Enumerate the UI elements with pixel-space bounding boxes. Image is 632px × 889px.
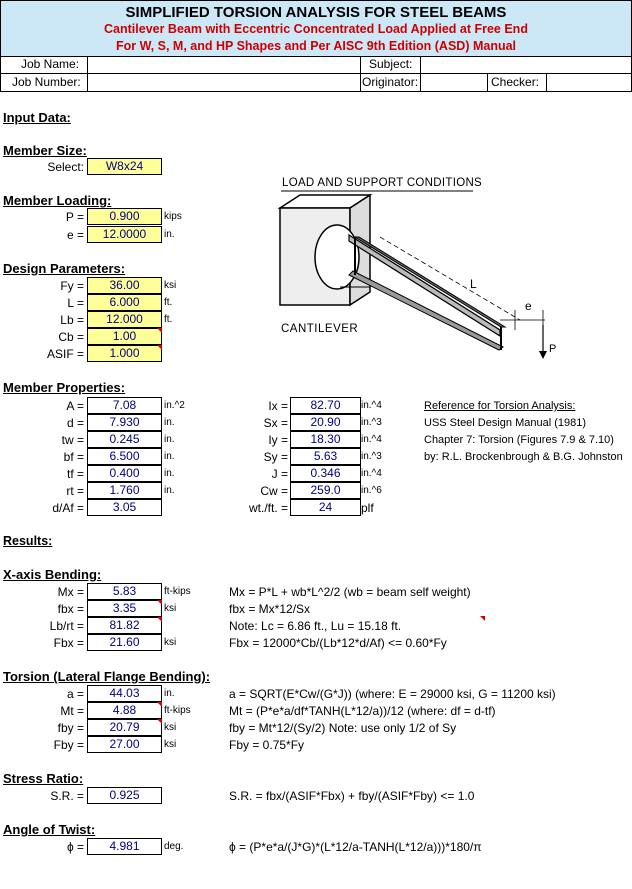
prop-j-unit: in.^4	[361, 468, 382, 479]
mx-value: 5.83	[87, 583, 162, 600]
prop-a-unit: in.^2	[164, 400, 185, 411]
fby-label: fby =	[57, 721, 84, 735]
checker-field[interactable]	[548, 74, 628, 91]
prop-tw-label: tw =	[61, 433, 84, 447]
prop-d-af-value: 3.05	[87, 499, 162, 516]
input-data-heading: Input Data:	[3, 110, 71, 125]
figure-cantilever-label: CANTILEVER	[281, 323, 359, 335]
reference-line-1: USS Steel Design Manual (1981)	[424, 417, 587, 429]
comment-marker[interactable]	[480, 616, 485, 621]
prop-a-label: A =	[66, 399, 84, 413]
fby-unit: ksi	[164, 722, 177, 733]
fbx-label: fbx =	[57, 602, 84, 616]
fby-formula: fby = Mt*12/(Sy/2) Note: use only 1/2 of Sy	[229, 721, 457, 735]
fby-allow-unit: ksi	[164, 739, 177, 750]
prop-d-label: d =	[66, 416, 84, 430]
l-label: L =	[67, 296, 84, 310]
prop-sy-label: Sy =	[263, 450, 288, 464]
fbx-value: 3.35	[87, 600, 162, 617]
reference-line-3: by: R.L. Brockenbrough & B.G. Johnston	[424, 451, 623, 463]
cb-input[interactable]: 1.00	[87, 328, 162, 345]
prop-rt-label: rt =	[66, 484, 84, 498]
comment-marker[interactable]	[157, 328, 162, 333]
fby-allow-label: Fby =	[53, 738, 84, 752]
figure-title: LOAD AND SUPPORT CONDITIONS	[282, 177, 483, 189]
prop-d-af-label: d/Af =	[52, 501, 84, 515]
fbx-unit: ksi	[164, 603, 177, 614]
reference-title: Reference for Torsion Analysis:	[424, 400, 576, 412]
prop-tf-label: tf =	[66, 467, 84, 481]
originator-field[interactable]	[422, 74, 486, 91]
p-unit: kips	[164, 211, 182, 222]
prop-sx-label: Sx =	[263, 416, 288, 430]
prop-d-unit: in.	[164, 417, 175, 428]
member-size-heading: Member Size:	[3, 143, 87, 158]
fbx-allow-label: Fbx =	[53, 636, 84, 650]
prop-ix-label: Ix =	[268, 399, 288, 413]
lb-rt-value: 81.82	[87, 617, 162, 634]
fby-value: 20.79	[87, 719, 162, 736]
header-banner	[0, 0, 632, 57]
job-name-field[interactable]	[89, 56, 359, 73]
prop-sy-value: 5.63	[290, 448, 361, 465]
lb-rt-label: Lb/rt =	[49, 619, 84, 633]
torsion-heading: Torsion (Lateral Flange Bending):	[3, 669, 211, 684]
e-input[interactable]: 12.0000	[87, 226, 162, 243]
sr-value: 0.925	[87, 787, 162, 804]
asif-label: ASIF =	[46, 347, 84, 361]
originator-label: Originator:	[362, 75, 419, 89]
prop-sx-unit: in.^3	[361, 417, 382, 428]
phi-formula: ϕ = (P*e*a/(J*G)*(L*12/a-TANH(L*12/a)))*180/π	[229, 840, 482, 854]
lb-input[interactable]: 12.000	[87, 311, 162, 328]
prop-j-label: J =	[271, 467, 288, 481]
p-label: P =	[65, 210, 84, 224]
figure-e-label: e	[525, 299, 532, 313]
lc-lu-note: Note: Lc = 6.86 ft., Lu = 15.18 ft.	[229, 619, 402, 633]
prop-iy-label: Iy =	[268, 433, 288, 447]
l-unit: ft.	[164, 297, 173, 308]
comment-marker[interactable]	[157, 600, 162, 605]
page-subtitle-1: Cantilever Beam with Eccentric Concentrated Load Applied at Free End	[104, 22, 528, 36]
fbx-formula: fbx = Mx*12/Sx	[229, 602, 311, 616]
reference-line-2: Chapter 7: Torsion (Figures 7.9 & 7.10)	[424, 434, 614, 446]
angle-of-twist-heading: Angle of Twist:	[3, 822, 96, 837]
prop-rt-unit: in.	[164, 485, 175, 496]
mt-label: Mt =	[60, 704, 84, 718]
sr-label: S.R. =	[50, 789, 84, 803]
mt-formula: Mt = (P*e*a/df*TANH(L*12/a))/12 (where: df = d-tf)	[229, 704, 496, 718]
load-support-figure	[275, 175, 585, 370]
asif-input[interactable]: 1.000	[87, 345, 162, 362]
p-input[interactable]: 0.900	[87, 208, 162, 225]
prop-ix-value: 82.70	[290, 397, 361, 414]
prop-cw-value: 259.0	[290, 482, 361, 499]
x-axis-bending-heading: X-axis Bending:	[3, 567, 102, 582]
job-name-label: Job Name:	[21, 57, 80, 71]
prop-ix-unit: in.^4	[361, 400, 382, 411]
lb-label: Lb =	[60, 313, 84, 327]
prop-d-value: 7.930	[87, 414, 162, 431]
design-parameters-heading: Design Parameters:	[3, 261, 126, 276]
prop-tf-value: 0.400	[87, 465, 162, 482]
fbx-allow-formula: Fbx = 12000*Cb/(Lb*12*d/Af) <= 0.60*Fy	[229, 636, 447, 650]
member-loading-heading: Member Loading:	[3, 193, 112, 208]
results-heading: Results:	[3, 534, 53, 548]
phi-label: ϕ =	[66, 840, 84, 854]
comment-marker[interactable]	[157, 617, 162, 622]
job-row-1	[0, 56, 632, 74]
a-value: 44.03	[87, 685, 162, 702]
prop-j-value: 0.346	[290, 465, 361, 482]
page-subtitle-2: For W, S, M, and HP Shapes and Per AISC 9th Edition (ASD) Manual	[115, 39, 517, 53]
prop-wt-value: 24	[290, 499, 361, 516]
job-number-field[interactable]	[89, 74, 359, 91]
comment-marker[interactable]	[157, 702, 162, 707]
prop-iy-unit: in.^4	[361, 434, 382, 445]
prop-cw-label: Cw =	[260, 484, 288, 498]
fy-input[interactable]: 36.00	[87, 277, 162, 294]
e-unit: in.	[164, 229, 175, 240]
job-row-2	[0, 74, 632, 92]
fy-label: Fy =	[60, 279, 84, 293]
prop-wt-label: wt./ft. =	[248, 501, 288, 515]
prop-sy-unit: in.^3	[361, 451, 382, 462]
prop-cw-unit: in.^6	[361, 485, 382, 496]
fbx-allow-value: 21.60	[87, 634, 162, 651]
figure-l-label: L	[470, 277, 477, 291]
phi-value: 4.981	[87, 838, 162, 855]
prop-wt-unit: plf	[361, 501, 374, 515]
prop-sx-value: 20.90	[290, 414, 361, 431]
l-input[interactable]: 6.000	[87, 294, 162, 311]
comment-marker[interactable]	[157, 719, 162, 724]
select-label: Select:	[47, 160, 84, 174]
phi-unit: deg.	[164, 841, 184, 852]
checker-label: Checker:	[491, 75, 540, 89]
member-size-select[interactable]: W8x24	[87, 158, 162, 175]
member-properties-heading: Member Properties:	[3, 380, 126, 395]
comment-marker[interactable]	[157, 345, 162, 350]
page-title: SIMPLIFIED TORSION ANALYSIS FOR STEEL BEAMS	[125, 4, 507, 21]
lb-unit: ft.	[164, 314, 173, 325]
e-label: e =	[66, 228, 84, 242]
subject-field[interactable]	[422, 56, 627, 73]
a-unit: in.	[164, 688, 175, 699]
job-number-label: Job Number:	[12, 75, 81, 89]
prop-iy-value: 18.30	[290, 431, 361, 448]
subject-label: Subject:	[369, 57, 413, 71]
figure-p-label: P	[549, 343, 557, 355]
a-label: a =	[66, 687, 84, 701]
fy-unit: ksi	[164, 280, 177, 291]
mx-unit: ft-kips	[164, 586, 191, 597]
cb-label: Cb =	[58, 330, 84, 344]
prop-a-value: 7.08	[87, 397, 162, 414]
prop-tw-unit: in.	[164, 434, 175, 445]
fby-allow-value: 27.00	[87, 736, 162, 753]
fbx-allow-unit: ksi	[164, 637, 177, 648]
mx-formula: Mx = P*L + wb*L^2/2 (wb = beam self weight)	[229, 585, 471, 599]
figure-drawing	[275, 175, 585, 370]
prop-bf-value: 6.500	[87, 448, 162, 465]
mx-label: Mx =	[57, 585, 84, 599]
prop-tf-unit: in.	[164, 468, 175, 479]
prop-tw-value: 0.245	[87, 431, 162, 448]
mt-value: 4.88	[87, 702, 162, 719]
sr-formula: S.R. = fbx/(ASIF*Fbx) + fby/(ASIF*Fby) <= 1.0	[229, 789, 475, 803]
fby-allow-formula: Fby = 0.75*Fy	[229, 738, 305, 752]
prop-rt-value: 1.760	[87, 482, 162, 499]
prop-bf-label: bf =	[63, 450, 84, 464]
stress-ratio-heading: Stress Ratio:	[3, 771, 84, 786]
mt-unit: ft-kips	[164, 705, 191, 716]
prop-bf-unit: in.	[164, 451, 175, 462]
a-formula: a = SQRT(E*Cw/(G*J)) (where: E = 29000 ksi, G = 11200 ksi)	[229, 687, 556, 701]
